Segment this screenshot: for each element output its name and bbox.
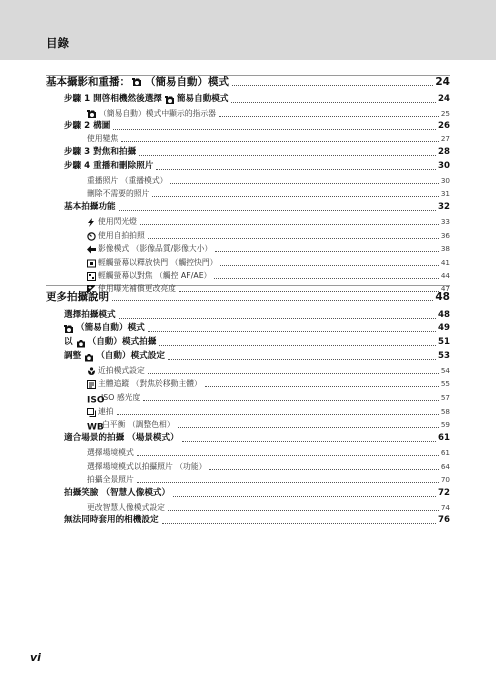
toc-entry-title xyxy=(87,502,165,513)
toc-entry[interactable] xyxy=(64,336,450,348)
toc-entry[interactable] xyxy=(87,187,450,199)
toc-section-title-text: 基本攝影和重播： xyxy=(46,76,130,88)
toc-entry-page: 36 xyxy=(440,231,450,240)
toc-entry-text: 步驟 1 開啓相機然後選擇 xyxy=(64,94,162,104)
image-mode-icon xyxy=(87,245,96,254)
toc-entry-page: 24 xyxy=(438,94,450,104)
toc-entry-title xyxy=(87,188,149,199)
toc-entry-text-suffix: （自動）模式拍攝 xyxy=(87,337,157,347)
toc-entry-title xyxy=(87,378,202,389)
toc-entry-text: （簡易自動）模式 xyxy=(76,323,145,333)
page-title: 目錄 xyxy=(46,36,69,50)
toc-section-title: 更多拍攝說明 xyxy=(46,291,109,303)
dot-leader xyxy=(162,523,436,524)
dot-leader xyxy=(182,441,436,442)
dot-leader xyxy=(168,510,439,511)
dot-leader xyxy=(137,455,439,456)
toc-entry-title xyxy=(87,406,114,417)
svg-text:ISO: ISO xyxy=(87,395,105,406)
toc-entry-title xyxy=(87,216,137,227)
dot-leader xyxy=(205,386,439,387)
toc-entry-title xyxy=(64,94,228,105)
toc-entry-text: 使用變焦 xyxy=(87,134,119,143)
dot-leader xyxy=(117,414,439,415)
toc-entry-text: 選擇拍攝模式 xyxy=(64,310,116,320)
dot-leader xyxy=(148,331,436,332)
toc-entry-title xyxy=(64,323,145,334)
toc-entry[interactable] xyxy=(87,377,450,389)
toc-entry-page: 61 xyxy=(438,433,450,443)
toc-entry-page: 74 xyxy=(440,503,450,512)
toc-entry-title xyxy=(64,310,116,321)
toc-entry[interactable] xyxy=(64,350,450,362)
toc-entry-text: 輕觸螢幕以釋放快門 （觸控快門） xyxy=(98,258,218,267)
toc-entry-text: ISO 感光度 xyxy=(101,393,141,402)
toc-entry-title xyxy=(87,392,141,406)
toc-entry-text: （簡易自動）模式中顯示的指示器 xyxy=(99,109,216,118)
dot-leader xyxy=(219,116,439,117)
toc-entry-title xyxy=(87,108,216,119)
dot-leader xyxy=(119,318,436,319)
toc-entry-page: 53 xyxy=(438,351,450,361)
toc-entry[interactable] xyxy=(64,309,450,321)
dot-leader xyxy=(215,251,439,252)
toc-entry-page: 70 xyxy=(440,475,450,484)
toc-entry-text: 選擇場境模式以拍攝照片 （功能） xyxy=(87,462,207,471)
self-timer-icon xyxy=(87,232,96,241)
toc-entry-title xyxy=(87,270,211,281)
camera-icon xyxy=(76,339,86,348)
toc-entry-page: 76 xyxy=(438,515,450,525)
toc-entry-page: 57 xyxy=(440,393,450,402)
toc-entry-text: 步驟 2 構圖 xyxy=(64,121,111,131)
toc-entry-page: 26 xyxy=(438,121,450,131)
toc-entry[interactable] xyxy=(87,269,450,281)
toc-entry[interactable] xyxy=(64,160,450,172)
toc-entry-title xyxy=(64,515,159,526)
toc-entry-page: 32 xyxy=(438,202,450,212)
toc-entry[interactable] xyxy=(64,201,450,213)
touch-shutter-icon xyxy=(87,259,96,268)
svg-text:WB: WB xyxy=(87,422,104,433)
toc-section-page: 48 xyxy=(435,291,450,303)
toc-entry-page: 33 xyxy=(440,217,450,226)
toc-entry-text-suffix: 簡易自動模式 xyxy=(176,94,229,104)
dot-leader xyxy=(137,482,439,483)
toc-entry[interactable] xyxy=(87,446,450,458)
page-number: vi xyxy=(30,651,41,664)
easy-auto-icon xyxy=(132,78,143,88)
toc-entry-page: 61 xyxy=(440,448,450,457)
toc-entry-page: 28 xyxy=(438,147,450,157)
toc-entry-title xyxy=(64,147,136,158)
toc-entry-page: 31 xyxy=(440,189,450,198)
toc-entry-title xyxy=(64,488,170,499)
wb-icon xyxy=(87,421,104,433)
toc-entry-title xyxy=(64,351,165,362)
toc-entry-title xyxy=(64,121,110,132)
toc-entry[interactable] xyxy=(87,391,450,406)
toc-entry-title xyxy=(87,365,145,376)
toc-entry-text: 適合場景的拍攝 （場景模式） xyxy=(64,433,179,443)
toc-entry-page: 25 xyxy=(440,109,450,118)
toc-entry-title xyxy=(64,433,179,444)
dot-leader xyxy=(119,210,436,211)
toc-entry[interactable] xyxy=(64,93,450,105)
toc-entry-text: 選擇場境模式 xyxy=(87,448,134,457)
toc-entry-title xyxy=(87,243,212,254)
easy-auto-icon xyxy=(165,96,175,105)
toc-section-heading[interactable] xyxy=(46,74,450,88)
toc-entry-page: 30 xyxy=(438,161,450,171)
macro-icon xyxy=(87,367,96,376)
toc-entry-page: 51 xyxy=(438,337,450,347)
toc-entry-text: 主體追蹤 （對焦於移動主體） xyxy=(98,379,202,388)
toc-entry[interactable] xyxy=(87,229,450,241)
toc-entry[interactable] xyxy=(64,514,450,526)
toc-entry[interactable] xyxy=(87,215,450,227)
toc-entry[interactable] xyxy=(64,146,450,158)
dot-leader xyxy=(152,196,438,197)
continuous-icon xyxy=(87,408,96,417)
toc-entry-title xyxy=(64,161,153,172)
dot-leader xyxy=(139,155,436,156)
dot-leader xyxy=(170,183,438,184)
dot-leader xyxy=(121,141,439,142)
camera-icon xyxy=(84,353,94,362)
toc-section-page: 24 xyxy=(435,76,450,88)
easy-auto-icon xyxy=(64,325,74,334)
toc-entry-page: 49 xyxy=(438,323,450,333)
page-header xyxy=(0,0,496,60)
dot-leader xyxy=(220,265,438,266)
dot-leader xyxy=(156,169,436,170)
toc-entry-title xyxy=(64,337,156,348)
toc-entry-page: 27 xyxy=(440,134,450,143)
dot-leader xyxy=(231,102,436,103)
toc-section-heading[interactable] xyxy=(46,289,450,303)
toc-entry-text: 調整 xyxy=(64,351,82,361)
toc-entry-text: 更改智慧人像模式設定 xyxy=(87,503,165,512)
toc-entry-text: 拍攝笑臉 （智慧人像模式） xyxy=(64,488,171,498)
toc-entry[interactable] xyxy=(87,460,450,472)
toc-entry[interactable] xyxy=(64,487,450,499)
dot-leader xyxy=(140,224,439,225)
toc-entry-text: 連拍 xyxy=(98,407,114,416)
flash-icon xyxy=(87,218,96,227)
toc-entry[interactable] xyxy=(87,242,450,254)
toc-entry-text: 步驟 3 對焦和拍攝 xyxy=(64,147,137,157)
dot-leader xyxy=(232,85,433,86)
toc-entry[interactable] xyxy=(64,322,450,334)
toc-entry-title xyxy=(87,461,206,472)
toc-entry-text: 無法同時套用的相機設定 xyxy=(64,515,159,525)
toc-entry[interactable] xyxy=(87,501,450,513)
toc-entry-page: 72 xyxy=(438,488,450,498)
toc-entry[interactable] xyxy=(87,107,450,119)
toc-entry-page: 48 xyxy=(438,310,450,320)
dot-leader xyxy=(173,496,436,497)
toc-entry-title xyxy=(87,175,167,186)
touch-af-icon xyxy=(87,272,96,281)
toc-entry-text: 使用閃光燈 xyxy=(98,217,137,226)
toc-entry-text: 步驟 4 重播和刪除照片 xyxy=(64,161,154,171)
toc-entry[interactable] xyxy=(87,256,450,268)
toc-entry-page: 44 xyxy=(440,271,450,280)
toc-entry-page: 54 xyxy=(440,366,450,375)
toc-entry-text: 拍攝全景照片 xyxy=(87,475,134,484)
toc-entry-page: 58 xyxy=(440,407,450,416)
toc-entry-page: 38 xyxy=(440,244,450,253)
dot-leader xyxy=(112,300,433,301)
toc-entry-page: 41 xyxy=(440,258,450,267)
dot-leader xyxy=(113,129,436,130)
dot-leader xyxy=(178,427,439,428)
toc-entry[interactable] xyxy=(87,405,450,417)
easy-auto-icon xyxy=(87,110,97,119)
toc-entry-text: 影像模式 （影像品質/影像大小） xyxy=(98,244,213,253)
toc-entry-page: 59 xyxy=(440,420,450,429)
toc-entry-text: 近拍模式設定 xyxy=(98,366,145,375)
toc-entry-text: 重播照片 （重播模式） xyxy=(87,176,168,185)
toc-entry-title xyxy=(87,133,118,144)
toc-entry-title xyxy=(87,474,134,485)
toc-entry-title xyxy=(64,202,116,213)
iso-icon xyxy=(87,394,105,406)
dot-leader xyxy=(168,359,436,360)
toc-entry[interactable] xyxy=(87,418,450,433)
toc-entry-page: 47 xyxy=(440,284,450,293)
toc-entry-title xyxy=(87,419,175,433)
dot-leader xyxy=(159,345,436,346)
toc-entry-text: 白平衡 （調整色相） xyxy=(102,420,175,429)
toc-entry-text-suffix: （自動）模式設定 xyxy=(96,351,165,361)
toc-entry[interactable] xyxy=(64,120,450,132)
toc-entry-text: 使用自拍拍照 xyxy=(98,231,145,240)
toc-entry-title xyxy=(87,257,217,268)
toc-entry-text: 刪除不需要的照片 xyxy=(87,189,150,198)
toc-entry[interactable] xyxy=(87,132,450,144)
dot-leader xyxy=(148,238,439,239)
toc-entry[interactable] xyxy=(64,432,450,444)
toc-entry-text: 以 xyxy=(64,337,73,347)
dot-leader xyxy=(209,469,438,470)
toc-entry[interactable] xyxy=(87,473,450,485)
toc-entry-title xyxy=(87,447,134,458)
toc-entry[interactable] xyxy=(87,364,450,376)
toc-entry-page: 64 xyxy=(440,462,450,471)
toc-entry-page: 55 xyxy=(440,379,450,388)
toc-entry[interactable] xyxy=(87,174,450,186)
dot-leader xyxy=(148,373,439,374)
toc-entry-text: 基本拍攝功能 xyxy=(64,202,116,212)
toc-entry-title xyxy=(87,230,145,241)
toc-section-title-suffix: （簡易自動）模式 xyxy=(145,76,229,88)
toc-entry-text: 使用曝光補償更改亮度 xyxy=(98,284,176,293)
dot-leader xyxy=(214,278,438,279)
toc-entry-text: 輕觸螢幕以對焦 （觸控 AF/AE） xyxy=(98,271,212,280)
toc-section-title xyxy=(46,77,229,88)
tracking-icon xyxy=(87,380,96,389)
toc-entry-page: 30 xyxy=(440,176,450,185)
dot-leader xyxy=(143,400,439,401)
